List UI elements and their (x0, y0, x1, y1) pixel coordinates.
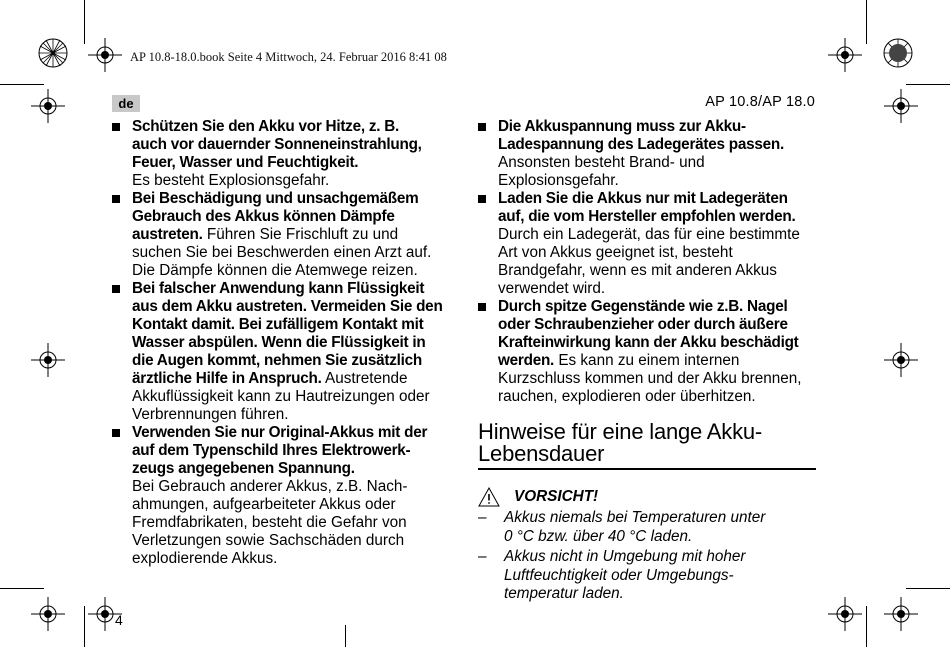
bold-line: auf, die vom Hersteller empfohlen werden. (498, 208, 796, 225)
text-line: Verbrennungen führen. (132, 406, 289, 423)
crosshair-mark-icon (828, 597, 862, 631)
text-line: suchen Sie bei Beschwerden einen Arzt auf. (132, 244, 432, 261)
section-heading (478, 421, 816, 470)
bold-line: austreten. (132, 226, 203, 243)
bold-line: auf dem Typenschild Ihres Elektrowerk- (132, 442, 411, 459)
crosshair-mark-icon (31, 597, 65, 631)
text-line: Verletzungen sowie Sachschäden durch (132, 532, 405, 549)
safety-item (112, 118, 457, 190)
text-line: Durch ein Ladegerät, das für eine bestimmte (498, 226, 800, 243)
caution-header (478, 487, 818, 507)
text-line: Akkus nicht in Umgebung mit hoher (504, 548, 746, 565)
crosshair-mark-icon (828, 38, 862, 72)
bold-line: Gebrauch des Akkus können Dämpfe (132, 208, 395, 225)
text-line: Ansonsten besteht Brand- und (498, 154, 705, 171)
crosshair-mark-icon (31, 343, 65, 377)
bold-line: ärztliche Hilfe in Anspruch. (132, 370, 322, 387)
registration-target-icon (880, 35, 916, 71)
bullet-square-icon (112, 429, 120, 437)
crop-line (906, 588, 950, 589)
safety-item (478, 190, 818, 298)
print-header: AP 10.8-18.0.book Seite 4 Mittwoch, 24. Februar 2016 8:41 08 (130, 50, 447, 64)
crop-line (866, 0, 867, 44)
crosshair-mark-icon (31, 89, 65, 123)
section-heading-line: Hinweise für eine lange Akku- (478, 419, 763, 444)
warning-triangle-icon (478, 487, 500, 507)
page-number: 4 (115, 612, 123, 628)
text-line: Kurzschluss kommen und der Akku brennen, (498, 370, 802, 387)
bold-line: aus dem Akku austreten. Vermeiden Sie den (132, 298, 443, 315)
bullet-square-icon (112, 195, 120, 203)
bold-line: oder Schraubenzieher oder durch äußere (498, 316, 788, 333)
section-heading-line: Lebensdauer (478, 441, 605, 466)
bold-line: Feuer, Wasser und Feuchtigkeit. (132, 154, 359, 171)
bold-line: Ladespannung des Ladegerätes passen. (498, 136, 784, 153)
bold-line: auch vor dauernder Sonneneinstrahlung, (132, 136, 422, 153)
safety-item (478, 298, 818, 406)
right-column (478, 118, 818, 406)
bold-line: Durch spitze Gegenstände wie z.B. Nagel (498, 298, 788, 315)
text-line: Akkus niemals bei Temperaturen unter (504, 509, 766, 526)
bold-line: zeugs angegebenen Spannung. (132, 460, 355, 477)
safety-item (112, 190, 457, 280)
crosshair-mark-icon (88, 38, 122, 72)
caution-label: VORSICHT! (514, 487, 599, 505)
caution-item (478, 509, 818, 546)
caution-item (478, 548, 818, 604)
bold-line: Krafteinwirkung kann der Akku beschädigt (498, 334, 799, 351)
bold-line: Die Akkuspannung muss zur Akku- (498, 118, 746, 135)
crop-line (84, 606, 85, 647)
text-line: explodierende Akkus. (132, 550, 278, 567)
text-line: rauchen, explodieren oder überhitzen. (498, 388, 756, 405)
crosshair-mark-icon (884, 597, 918, 631)
bold-line: werden. (498, 352, 555, 369)
bold-line: Verwenden Sie nur Original-Akkus mit der (132, 424, 428, 441)
registration-target-icon (35, 35, 71, 71)
caution-block (478, 487, 818, 604)
crop-line (866, 606, 867, 647)
text-line: Führen Sie Frischluft zu und (206, 226, 399, 243)
bullet-square-icon (478, 303, 486, 311)
crosshair-mark-icon (884, 343, 918, 377)
text-line: Austretende (325, 370, 408, 387)
bold-line: Bei falscher Anwendung kann Flüssigkeit (132, 280, 425, 297)
text-line: Akkuflüssigkeit kann zu Hautreizungen oder (132, 388, 430, 405)
bullet-square-icon (112, 123, 120, 131)
crop-line (0, 84, 44, 85)
text-line: Explosionsgefahr. (498, 172, 619, 189)
crop-line (906, 84, 950, 85)
language-badge: de (112, 95, 140, 112)
text-line: Bei Gebrauch anderer Akkus, z.B. Nach- (132, 478, 408, 495)
bold-line: Kontakt damit. Bei zufälligem Kontakt mit (132, 316, 424, 333)
text-line: Die Dämpfe können die Atemwege reizen. (132, 262, 418, 279)
crop-line (345, 625, 346, 647)
bold-line: Laden Sie die Akkus nur mit Ladegeräten (498, 190, 788, 207)
text-line: Es besteht Explosionsgefahr. (132, 172, 330, 189)
left-column (112, 118, 457, 568)
text-line: verwendet wird. (498, 280, 606, 297)
bullet-square-icon (112, 285, 120, 293)
bullet-square-icon (478, 195, 486, 203)
text-line: Art von Akkus geeignet ist, besteht (498, 244, 733, 261)
text-line: temperatur laden. (504, 585, 624, 602)
safety-item (112, 280, 457, 424)
crop-line (84, 0, 85, 44)
bold-line: Bei Beschädigung und unsachgemäßem (132, 190, 419, 207)
text-line: ahmungen, aufgearbeiteter Akkus oder (132, 496, 396, 513)
bullet-square-icon (478, 123, 486, 131)
crosshair-mark-icon (884, 89, 918, 123)
bold-line: Wasser abspülen. Wenn die Flüssigkeit in (132, 334, 426, 351)
text-line: Luftfeuchtigkeit oder Umgebungs- (504, 566, 734, 584)
model-reference: AP 10.8/AP 18.0 (705, 94, 815, 110)
bold-line: die Augen kommt, nehmen Sie zusätzlich (132, 352, 422, 369)
text-line: 0 °C bzw. über 40 °C laden. (504, 527, 693, 545)
text-line: Fremdfabrikaten, besteht die Gefahr von (132, 514, 407, 531)
bold-line: Schützen Sie den Akku vor Hitze, z. B. (132, 118, 400, 135)
safety-item (478, 118, 818, 190)
crop-line (0, 588, 44, 589)
dash-marker: – (478, 509, 487, 526)
text-line: Brandgefahr, wenn es mit anderen Akkus (498, 262, 777, 279)
dash-marker: – (478, 548, 487, 565)
text-line: Es kann zu einem internen (558, 352, 740, 369)
safety-item (112, 424, 457, 568)
